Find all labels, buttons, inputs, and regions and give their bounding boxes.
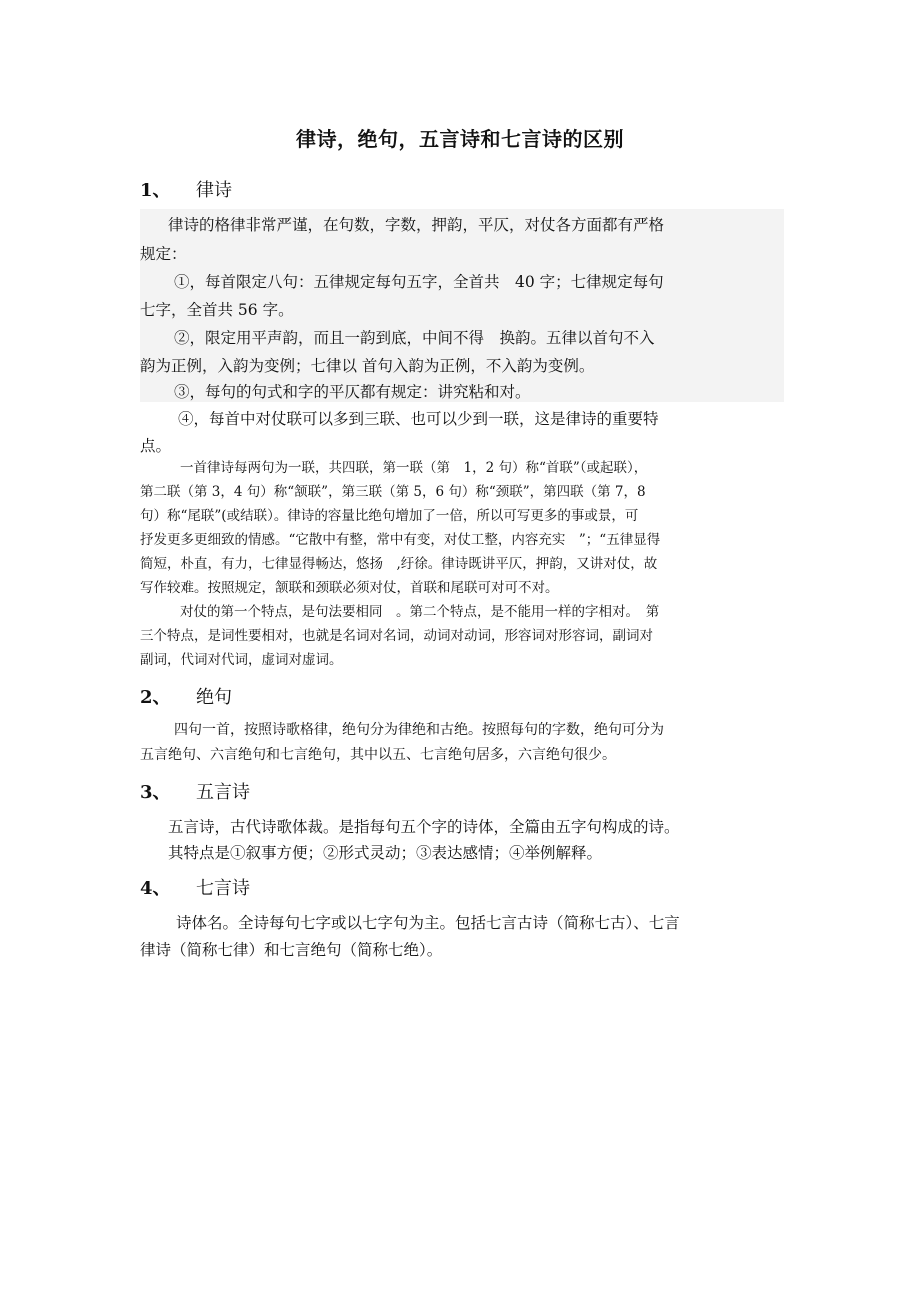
small-text-line: 写作较难。按照规定，颔联和颈联必须对仗，首联和尾联可对可不对。: [140, 580, 559, 596]
paragraph-line: 韵为正例，入韵为变例；七律以 首句入韵为正例，不入韵为变例。: [140, 357, 595, 375]
paragraph-line: 其特点是①叙事方便；②形式灵动；③表达感情；④举例解释。: [168, 844, 603, 862]
section-title: 律诗: [196, 180, 232, 201]
small-text-line: 抒发更多更细致的情感。“它散中有整，常中有变，对仗工整，内容充实 ”；“五律显得: [140, 532, 661, 548]
section-title: 绝句: [196, 687, 232, 708]
small-text-line: 句）称“尾联”(或结联）。律诗的容量比绝句增加了一倍，所以可写更多的事或景，可: [140, 508, 639, 524]
section-3-heading: [140, 778, 250, 804]
paragraph-line: 四句一首，按照诗歌格律，绝句分为律绝和古绝。按照每句的字数，绝句可分为: [174, 722, 664, 738]
paragraph-line: 五言绝句、六言绝句和七言绝句，其中以五、七言绝句居多，六言绝句很少。: [140, 747, 616, 763]
document-title: 律诗，绝句，五言诗和七言诗的区别: [296, 127, 624, 151]
paragraph-line: 律诗（简称七律）和七言绝句（简称七绝）。: [140, 941, 443, 959]
section-number: 3、: [140, 782, 171, 803]
paragraph-line: ②，限定用平声韵，而且一韵到底，中间不得 换韵。五律以首句不入: [174, 329, 655, 347]
section-2-heading: [140, 683, 232, 709]
small-text-line: 对仗的第一个特点，是句法要相同 。第二个特点，是不能用一样的字相对。 第: [180, 604, 660, 620]
paragraph-line: ④，每首中对仗联可以多到三联、也可以少到一联，这是律诗的重要特: [178, 410, 659, 428]
section-number: 4、: [140, 878, 171, 899]
section-title: 七言诗: [196, 878, 250, 899]
paragraph-line: 七字，全首共 56 字。: [140, 301, 294, 319]
paragraph-line: ③，每句的句式和字的平仄都有规定：讲究粘和对。: [174, 383, 531, 401]
paragraph-line: 点。: [140, 437, 172, 455]
paragraph-line: 律诗的格律非常严谨，在句数，字数，押韵，平仄，对仗各方面都有严格: [168, 216, 665, 234]
section-number: 2、: [140, 687, 171, 708]
paragraph-line: 诗体名。全诗每句七字或以七字句为主。包括七言古诗（简称七古）、七言: [176, 914, 680, 932]
small-text-line: 副词，代词对代词，虚词对虚词。: [140, 652, 343, 668]
paragraph-line: ①，每首限定八句：五律规定每句五字，全首共 40 字；七律规定每句: [174, 273, 664, 291]
small-text-line: 一首律诗每两句为一联，共四联，第一联（第 1，2 句）称“首联”（或起联），: [180, 460, 648, 476]
small-text-line: 简短，朴直，有力，七律显得畅达，悠扬 ,纡徐。律诗既讲平仄，押韵，又讲对仗，故: [140, 556, 658, 572]
paragraph-line: 五言诗，古代诗歌体裁。是指每句五个字的诗体，全篇由五字句构成的诗。: [168, 818, 680, 836]
paragraph-line: 规定：: [140, 245, 187, 263]
section-number: 1、: [140, 180, 171, 201]
small-text-line: 第二联（第 3，4 句）称“颔联”，第三联（第 5，6 句）称“颈联”，第四联（第 7，8: [140, 484, 646, 500]
section-title: 五言诗: [196, 782, 250, 803]
section-4-heading: [140, 874, 250, 900]
small-text-line: 三个特点，是词性要相对，也就是名词对名词，动词对动词，形容词对形容词，副词对: [140, 628, 653, 644]
section-1-heading: [140, 176, 232, 202]
